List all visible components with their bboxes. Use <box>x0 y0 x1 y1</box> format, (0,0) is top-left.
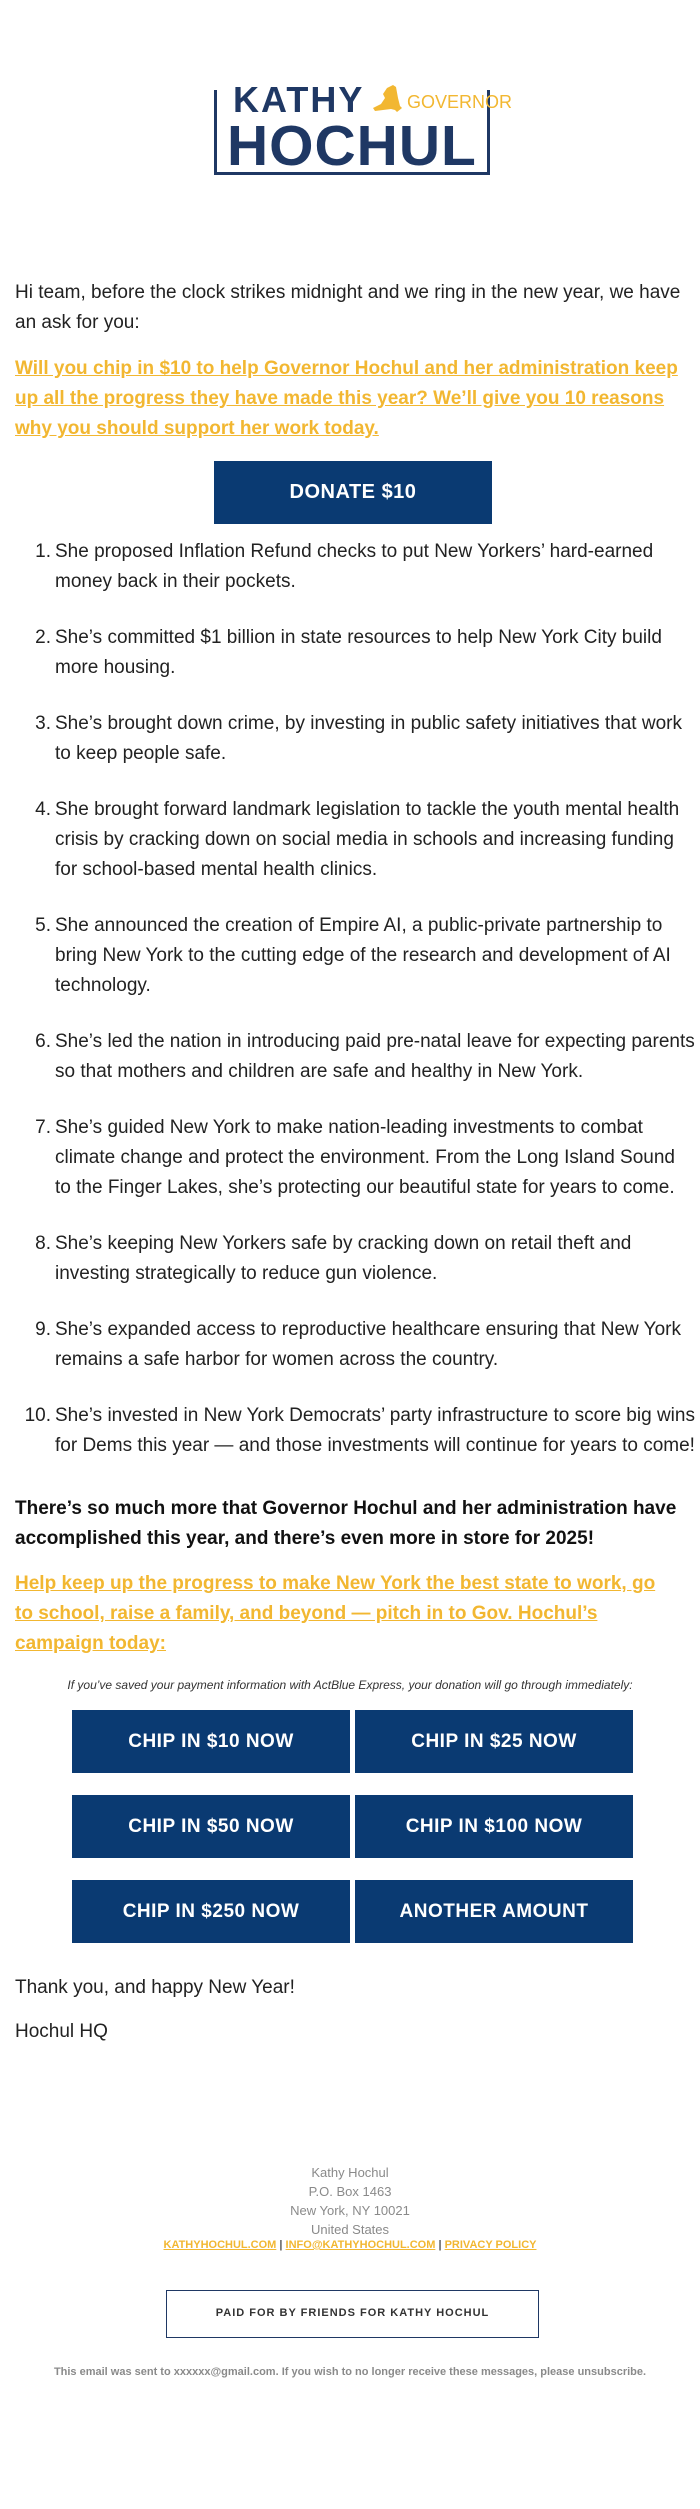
paid-for-disclaimer: PAID FOR BY FRIENDS FOR KATHY HOCHUL <box>166 2290 539 2338</box>
logo-last-name: HOCHUL <box>227 114 477 178</box>
footer-links <box>0 2239 700 2251</box>
list-item-text: She proposed Inflation Refund checks to put New Yorkers’ hard-earned money back in their pockets. <box>55 541 654 592</box>
list-item-text: She’s committed $1 billion in state resources to help New York City build more housing. <box>55 627 662 678</box>
list-item-text: She’s expanded access to reproductive healthcare ensuring that New York remains a safe harbor for women across the country. <box>55 1319 681 1370</box>
logo-first-name: KATHY <box>233 79 365 120</box>
email-link[interactable]: INFO@KATHYHOCHUL.COM <box>285 2239 436 2251</box>
donate-10-button[interactable]: DONATE $10 <box>214 461 492 524</box>
thanks-text: Thank you, and happy New Year! <box>15 1977 295 1998</box>
intro-text: Hi team, before the clock strikes midnight and we ring in the new year, we have an ask for you: <box>15 282 681 333</box>
website-link[interactable]: KATHYHOCHUL.COM <box>163 2239 277 2251</box>
chip-in-25-button[interactable]: CHIP IN $25 NOW <box>355 1710 633 1773</box>
list-item-number: 10. <box>24 1405 51 1426</box>
list-item-number: 2. <box>35 627 51 648</box>
footer-po-box: P.O. Box 1463 <box>308 2184 392 2199</box>
new-york-state-icon <box>371 84 405 114</box>
campaign-logo <box>214 79 513 178</box>
footer-name: Kathy Hochul <box>311 2165 389 2180</box>
list-item-number: 7. <box>35 1117 51 1138</box>
closing-statement: There’s so much more that Governor Hochul and her administration have accomplished this year, and there’s even more in store for 2025! <box>15 1498 677 1549</box>
list-item-number: 8. <box>35 1233 51 1254</box>
link-separator: | <box>438 2239 442 2251</box>
ask-link[interactable]: Will you chip in $10 to help Governor Hochul and her administration keep up all the progress they have made this year? We’ll give you 10 reasons why you should support her work today. <box>15 358 678 439</box>
list-item-text: She’s brought down crime, by investing in public safety initiatives that work to keep people safe. <box>55 713 682 764</box>
link-separator: | <box>279 2239 283 2251</box>
list-item-number: 4. <box>35 799 51 820</box>
chip-in-50-button[interactable]: CHIP IN $50 NOW <box>72 1795 350 1858</box>
chip-in-10-button[interactable]: CHIP IN $10 NOW <box>72 1710 350 1773</box>
list-item-text: She announced the creation of Empire AI, a public-private partnership to bring New York to the cutting edge of the research and development of AI technology. <box>55 915 671 996</box>
list-item-number: 5. <box>35 915 51 936</box>
another-amount-button[interactable]: ANOTHER AMOUNT <box>355 1880 633 1943</box>
help-link[interactable]: Help keep up the progress to make New York the best state to work, go to school, raise a family, and beyond — pitch in to Gov. Hochul’s campaign today: <box>15 1573 656 1654</box>
logo-title: GOVERNOR <box>407 92 513 112</box>
list-item-text: She brought forward landmark legislation to tackle the youth mental health crisis by cracking down on social media in schools and increasing funding for school-based mental health clinics. <box>55 799 680 880</box>
list-item-text: She’s keeping New Yorkers safe by cracking down on retail theft and investing strategically to reduce gun violence. <box>55 1233 632 1284</box>
unsubscribe-text[interactable]: This email was sent to xxxxxx@gmail.com. If you wish to no longer receive these messages, please unsubscribe. <box>53 2366 647 2378</box>
footer-country: United States <box>310 2222 390 2237</box>
privacy-policy-link[interactable]: PRIVACY POLICY <box>444 2239 537 2251</box>
list-item-text: She’s led the nation in introducing paid pre-natal leave for expecting parents so that mothers and children are safe and healthy in New York. <box>55 1031 695 1082</box>
actblue-note: If you’ve saved your payment information with ActBlue Express, your donation will go through immediately: <box>67 1678 633 1692</box>
list-item-number: 3. <box>35 713 51 734</box>
chip-in-100-button[interactable]: CHIP IN $100 NOW <box>355 1795 633 1858</box>
chip-in-250-button[interactable]: CHIP IN $250 NOW <box>72 1880 350 1943</box>
list-item-number: 6. <box>35 1031 51 1052</box>
list-item-number: 1. <box>35 541 51 562</box>
list-item-number: 9. <box>35 1319 51 1340</box>
list-item-text: She’s guided New York to make nation-leading investments to combat climate change and protect the environment. From the Long Island Sound to the Finger Lakes, she’s protecting our beautiful state for years to come. <box>55 1117 675 1198</box>
signoff-text: Hochul HQ <box>15 2021 108 2042</box>
list-item-text: She’s invested in New York Democrats’ party infrastructure to score big wins for Dems this year — and those investments will continue for years to come! <box>55 1405 695 1456</box>
footer-city: New York, NY 10021 <box>290 2203 410 2218</box>
